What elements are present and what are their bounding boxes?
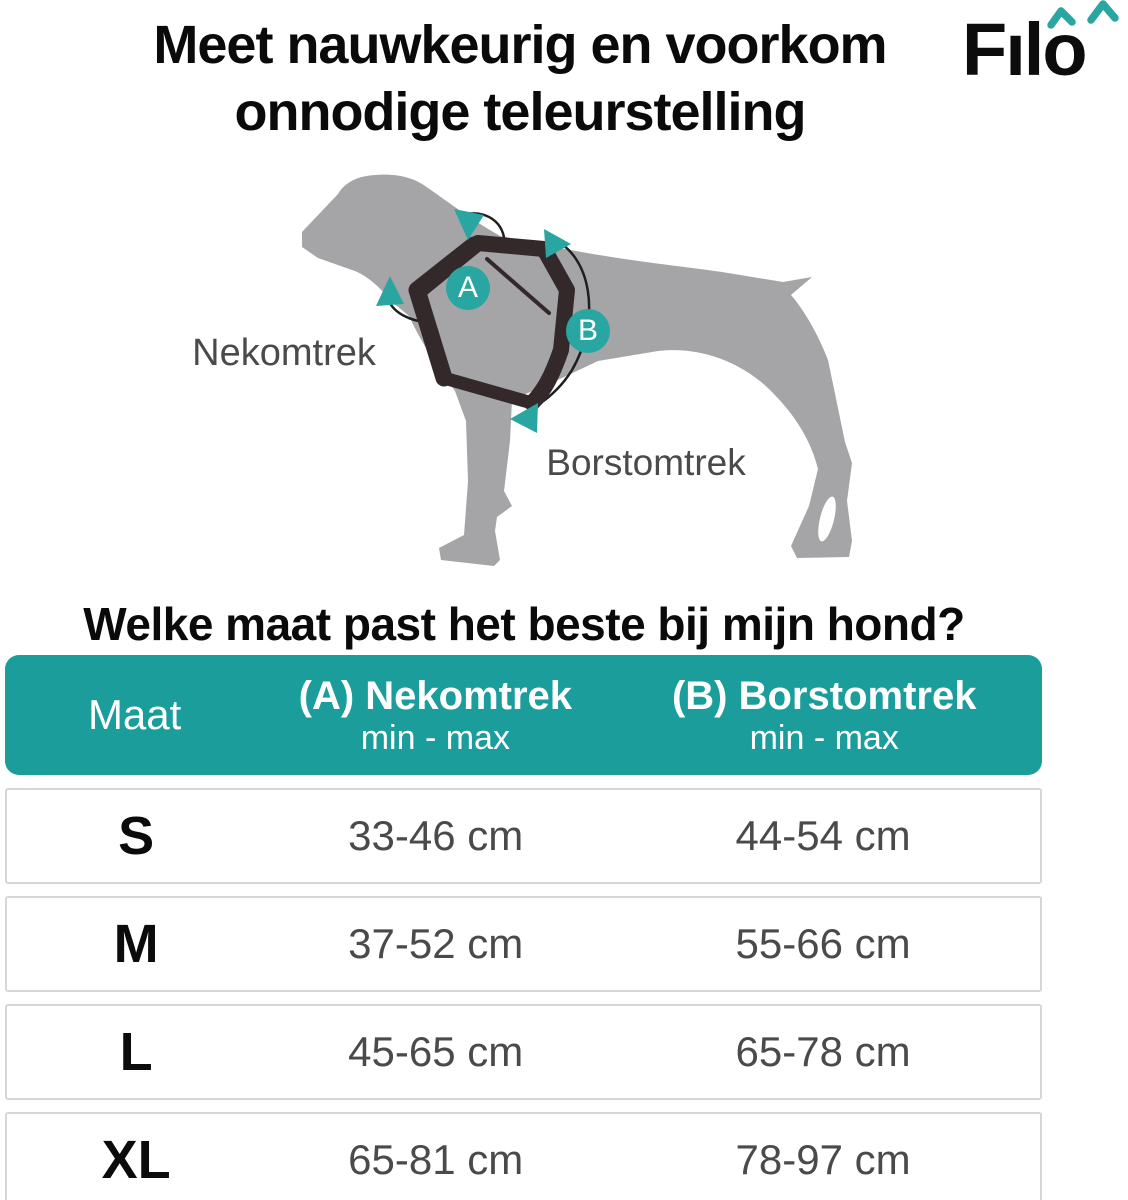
logo-ear-left-icon <box>1051 11 1072 25</box>
label-borstomtrek: Borstomtrek <box>546 442 746 483</box>
marker-a-letter: A <box>457 271 478 304</box>
header-col-neck <box>264 673 606 757</box>
neck-cell: 65-81 cm <box>348 1136 524 1183</box>
size-cell: S <box>118 806 155 866</box>
filo-logo-text: Fılo <box>962 8 1086 91</box>
page-title <box>0 12 1040 146</box>
size-cell: L <box>119 1022 153 1082</box>
measure-arrow-chest-bottom-icon <box>510 403 538 433</box>
size-table-header <box>5 655 1042 775</box>
chest-cell: 44-54 cm <box>735 812 911 859</box>
chest-cell: 55-66 cm <box>735 920 911 967</box>
chest-cell: 65-78 cm <box>735 1028 911 1075</box>
measurement-diagram <box>0 160 1128 590</box>
marker-b-letter: B <box>577 314 598 347</box>
logo-ears-icon <box>956 0 1126 95</box>
header-col-neck-sub: min - max <box>360 719 510 757</box>
table-row-l <box>5 1004 1042 1100</box>
table-row-m <box>5 896 1042 992</box>
size-cell: XL <box>101 1130 171 1190</box>
logo-ear-right-icon <box>1091 4 1115 20</box>
chest-cell: 78-97 cm <box>735 1136 911 1183</box>
header-col-chest-sub: min - max <box>749 719 899 757</box>
header-col-size: Maat <box>87 691 182 738</box>
header-col-chest <box>606 673 1042 757</box>
filo-logo <box>956 0 1126 96</box>
size-cell: M <box>113 914 159 974</box>
header-col-chest-title: (B) Borstomtrek <box>671 674 977 718</box>
neck-cell: 33-46 cm <box>348 812 524 859</box>
label-nekomtrek: Nekomtrek <box>192 332 376 374</box>
marker-b-badge <box>566 309 610 353</box>
table-row-xl <box>5 1112 1042 1200</box>
table-row-s <box>5 788 1042 884</box>
page-title-line1: Meet nauwkeurig en voorkom <box>153 15 887 75</box>
neck-cell: 37-52 cm <box>348 920 524 967</box>
dog-diagram-canvas <box>0 160 1128 590</box>
neck-cell: 45-65 cm <box>348 1028 524 1075</box>
header-col-neck-title: (A) Nekomtrek <box>298 674 573 718</box>
size-question-heading: Welke maat past het beste bij mijn hond? <box>83 598 965 650</box>
marker-a-badge <box>446 266 490 310</box>
page-title-line2: onnodige teleurstelling <box>234 82 806 142</box>
size-table-body <box>5 788 1042 1200</box>
